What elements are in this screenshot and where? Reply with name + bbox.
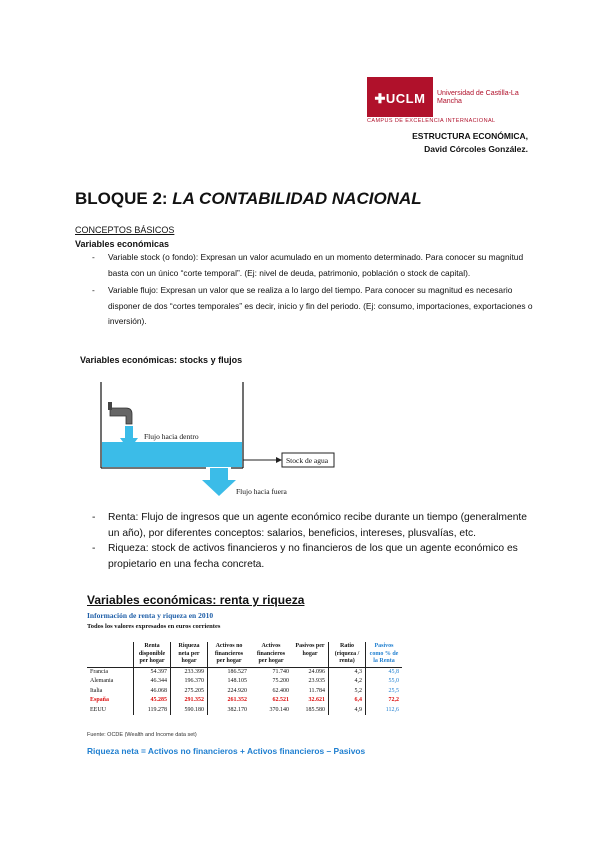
course-name: ESTRUCTURA ECONÓMICA,	[412, 131, 528, 141]
table-cell: 275.205	[171, 687, 208, 697]
table-subcaption: Todos los valores expresados en euros corrientes	[87, 623, 221, 630]
author-name: David Córcoles González.	[424, 144, 528, 154]
table-cell: 261.352	[208, 696, 251, 706]
table-caption: Información de renta y riqueza en 2010	[87, 611, 214, 620]
table-cell: 45.285	[134, 696, 171, 706]
table-cell: 54.397	[134, 667, 171, 677]
outflow-arrow	[202, 468, 236, 496]
subsection-heading: Variables económicas	[75, 239, 170, 249]
table-cell: Alemania	[90, 678, 114, 684]
logo-university-name: Universidad de Castilla-La Mancha	[437, 90, 519, 105]
table-cell: 112,6	[366, 706, 403, 716]
table-cell: Francia	[87, 667, 134, 677]
table-header: Pasivos per hogar	[295, 643, 325, 657]
table-cell: 4,9	[329, 706, 366, 716]
table-cell: 370.140	[269, 706, 289, 713]
page-title	[75, 189, 422, 209]
water-stock	[102, 442, 242, 467]
list-item: - Renta: Flujo de ingresos que un agente económico recibe durante un tiempo (generalmente un año), por diferentes conceptos: salarios, beneficios, intereses, plusvalías, etc.	[75, 510, 535, 541]
section-heading: CONCEPTOS BÁSICOS	[75, 225, 175, 235]
inflow-label: Flujo hacia dentro	[144, 432, 199, 441]
income-wealth-table	[87, 642, 402, 715]
table-cell: 71.740	[250, 667, 292, 677]
table-cell: 186.527	[208, 667, 251, 677]
table-cell: 72,2	[366, 696, 403, 706]
table-cell: 590.180	[171, 706, 208, 716]
table-cell: 382.170	[208, 706, 251, 716]
table-row	[87, 696, 402, 706]
table-cell: 119.278	[134, 706, 171, 716]
table-cell: 62.521	[272, 697, 289, 703]
table-header: Activos financieros per hogar	[256, 643, 286, 664]
table-row	[87, 667, 402, 677]
table-header: Activos no financieros per hogar	[208, 642, 251, 667]
table-cell: 4,2	[329, 677, 366, 687]
title-italic: LA CONTABILIDAD NACIONAL	[172, 189, 422, 208]
table-header: Ratio (riqueza / renta)	[329, 642, 366, 667]
table-cell: 4,3	[329, 667, 366, 677]
table-cell: 32.621	[308, 697, 325, 703]
outflow-label: Flujo hacia fuera	[236, 487, 287, 496]
logo-text: ✚UCLM	[374, 91, 426, 106]
table-cell: 23.935	[308, 678, 325, 684]
list-item: - Variable stock (o fondo): Expresan un valor acumulado en un momento determinado. Para conocer su magnitud basta con un único “corte temporal”. (Ej: nivel de deuda, patrimonio, población o stock de capital).	[75, 250, 535, 281]
table-cell: 233.399	[171, 667, 208, 677]
table-cell: 185.580	[305, 706, 325, 713]
table-cell: 6,4	[329, 696, 366, 706]
table-cell: 11.784	[308, 687, 325, 694]
table-cell: 24.096	[292, 667, 329, 677]
table-header	[87, 642, 134, 667]
table-cell: 62.400	[272, 687, 289, 694]
table-cell: 196.370	[171, 677, 208, 687]
table-cell: 45,8	[366, 667, 403, 677]
table-cell: 224.920	[208, 687, 251, 697]
table-source: Fuente: OCDE (Wealth and Income data set)	[87, 732, 197, 738]
table-cell: 46.344	[134, 677, 171, 687]
logo-campus-text: CAMPUS DE EXCELENCIA INTERNACIONAL	[367, 118, 496, 124]
table-header: Riqueza neta per hogar	[171, 642, 208, 667]
table-cell: 75.200	[272, 678, 289, 684]
title-prefix: BLOQUE 2:	[75, 189, 173, 208]
variables-list	[75, 250, 535, 332]
table-cell: 55,0	[366, 677, 403, 687]
table-cell: 25,5	[366, 687, 403, 697]
figure-title: Variables económicas: stocks y flujos	[80, 355, 243, 365]
section2-title: Variables económicas: renta y riqueza	[87, 593, 305, 607]
stock-label: Stock de agua	[286, 456, 329, 465]
table-cell: 5,2	[329, 687, 366, 697]
table-cell: Italia	[90, 687, 103, 694]
list-item: - Variable flujo: Expresan un valor que se realiza a lo largo del tiempo. Para conocer su magnitud es necesario disponer de dos “cortes temporales” es decir, inicio y fin del periodo. (Ej: consumo, importaciones, exportaciones o inversión).	[75, 283, 535, 330]
list-item: - Riqueza: stock de activos financieros y no financieros de los que un agente económico es propietario en una fecha concreta.	[75, 541, 535, 572]
renta-riqueza-list	[75, 510, 535, 572]
wealth-formula: Riqueza neta = Activos no financieros + Activos financieros – Pasivos	[87, 746, 366, 756]
table-row	[87, 687, 402, 697]
table-row	[87, 677, 402, 687]
table-cell: 148.105	[208, 677, 251, 687]
table-row	[87, 706, 402, 716]
table-cell: España	[90, 697, 110, 703]
table-header: Renta disponible per hogar	[134, 642, 171, 667]
stock-flow-diagram	[96, 372, 366, 507]
header-info	[412, 130, 528, 156]
table-header: Pasivos como % de la Renta	[366, 642, 403, 667]
table-cell: 291.352	[171, 696, 208, 706]
table-cell: 46.068	[134, 687, 171, 697]
faucet-icon	[110, 408, 132, 424]
table-header-row	[87, 642, 402, 667]
table-cell: EEUU	[90, 706, 106, 713]
